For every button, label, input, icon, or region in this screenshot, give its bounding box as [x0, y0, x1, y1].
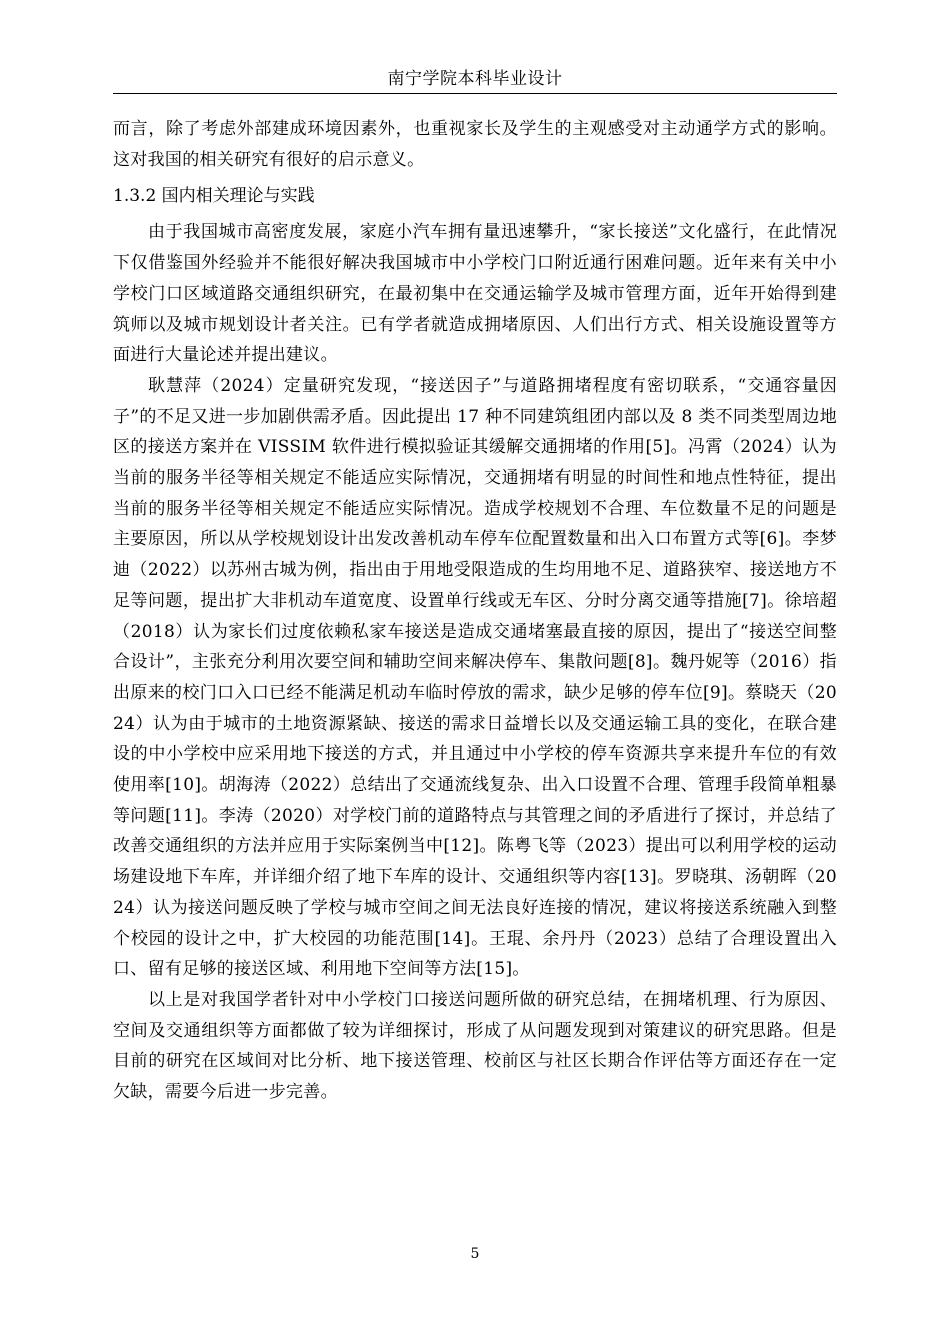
literature-paragraph: 耿慧萍（2024）定量研究发现，“接送因子”与道路拥堵程度有密切联系，“交通容量因子”的不足又进一步加剧供需矛盾。因此提出 17 种不同建筑组团内部以及 8 类不同类型周边地区的接送方案并在 VISSIM 软件进行模拟验证其缓解交通拥堵的作用[5]。冯霄（2024）认为当前的服务半径等相关规定不能适应实际情况，交通拥堵有明显的时间性和地点性特征，提出当前的服务半径等相关规定不能适应实际情况。造成学校规划不合理、车位数量不足的问题是主要原因，所以从学校规划设计出发改善机动车停车位配置数量和出入口布置方式等[6]。李梦迪（2022）以苏州古城为例，指出由于用地受限造成的生均用地不足、道路狭窄、接送地方不足等问题，提出扩大非机动车道宽度、设置单行线或无车区、分时分离交通等措施[7]。徐培超（2018）认为家长们过度依赖私家车接送是造成交通堵塞最直接的原因，提出了“接送空间整合设计”，主张充分利用次要空间和辅助空间来解决停车、集散问题[8]。魏丹妮等（2016）指出原来的校门口入口已经不能满足机动车临时停放的需求，缺少足够的停车位[9]。蔡晓天（2024）认为由于城市的土地资源紧缺、接送的需求日益增长以及交通运输工具的变化，在联合建设的中小学校中应采用地下接送的方式，并且通过中小学校的停车资源共享来提升车位的有效使用率[10]。胡海涛（2022）总结出了交通流线复杂、出入口设置不合理、管理手段简单粗暴等问题[11]。李涛（2020）对学校门前的道路特点与其管理之间的矛盾进行了探讨，并总结了改善交通组织的方法并应用于实际案例当中[12]。陈粤飞等（2023）提出可以利用学校的运动场建设地下车库，并详细介绍了地下车库的设计、交通组织等内容[13]。罗晓琪、汤朝晖（2024）认为接送问题反映了学校与城市空间之间无法良好连接的情况，建议将接送系统融入到整个校园的设计之中，扩大校园的功能范围[14]。王琨、余丹丹（2023）总结了合理设置出入口、留有足够的接送区域、利用地下空间等方法[15]。 [113, 375, 837, 980]
continued-paragraph: 而言，除了考虑外部建成环境因素外，也重视家长及学生的主观感受对主动通学方式的影响。这对我国的相关研究有很好的启示意义。 [113, 119, 837, 170]
page-number: 5 [470, 1246, 480, 1262]
intro-paragraph: 由于我国城市高密度发展，家庭小汽车拥有量迅速攀升，“家长接送”文化盛行，在此情况下仅借鉴国外经验并不能很好解决我国城市中小学校门口附近通行困难问题。近年来有关中小学校门口区域道路交通组织研究，在最初集中在交通运输学及城市管理方面，近年开始得到建筑师以及城市规划设计者关注。已有学者就造成拥堵原因、人们出行方式、相关设施设置等方面进行大量论述并提出建议。 [113, 222, 837, 366]
header-rule [113, 93, 837, 94]
running-header: 南宁学院本科毕业设计 [387, 69, 563, 89]
body-text [113, 114, 837, 1108]
section-heading: 1.3.2 国内相关理论与实践 [113, 186, 315, 207]
summary-paragraph: 以上是对我国学者针对中小学校门口接送问题所做的研究总结，在拥堵机理、行为原因、空间及交通组织等方面都做了较为详细探讨，形成了从问题发现到对策建议的研究思路。但是目前的研究在区域间对比分析、地下接送管理、校前区与社区长期合作评估等方面还存在一定欠缺，需要今后进一步完善。 [113, 989, 837, 1103]
